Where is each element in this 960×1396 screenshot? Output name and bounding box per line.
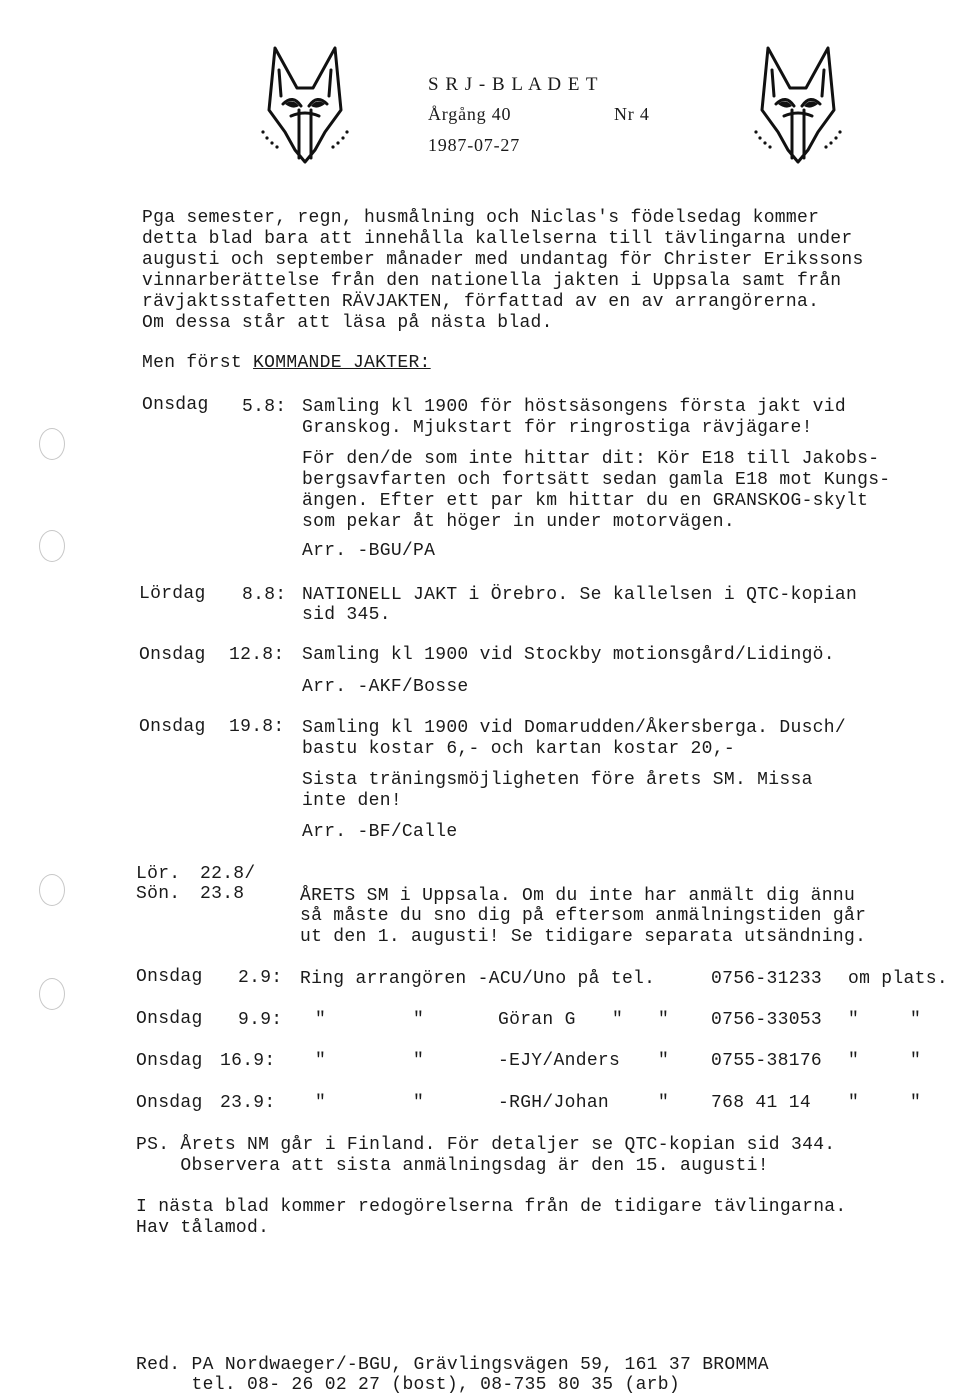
ring-day: Onsdag (136, 1009, 203, 1029)
event-date: 12.8: (229, 645, 285, 665)
event-text: så måste du sno dig på eftersom anmälningstiden går (300, 906, 867, 926)
ring-date: 16.9: (220, 1051, 276, 1071)
event-text: sid 345. (302, 605, 391, 625)
event-text: bergsavfarten och fortsätt sedan gamla E18 mot Kungs- (302, 470, 891, 490)
event-text: som pekar åt höger in under motorvägen. (302, 512, 735, 532)
event-day: Onsdag (139, 645, 206, 665)
intro-line: detta blad bara att innehålla kallelserna till tävlingarna under (142, 229, 853, 249)
event-text: Samling kl 1900 vid Stockby motionsgård/Lidingö. (302, 645, 835, 665)
event-text: inte den! (302, 791, 402, 811)
punch-hole (39, 874, 65, 906)
ps-line: Observera att sista anmälningsdag är den 15. augusti! (136, 1156, 769, 1176)
upcoming-heading: KOMMANDE JAKTER: (253, 353, 431, 373)
ditto-mark: " (910, 1051, 922, 1071)
ring-day: Onsdag (136, 1051, 203, 1071)
event-day: Onsdag (142, 395, 209, 415)
ditto-mark: " (658, 1093, 670, 1113)
intro-line: Om dessa står att läsa på nästa blad. (142, 313, 553, 333)
editor-footer: Red. PA Nordwaeger/-BGU, Grävlingsvägen 59, 161 37 BROMMA (136, 1355, 769, 1375)
upcoming-prefix: Men först (142, 353, 254, 373)
masthead-volume: Årgång 40 (428, 104, 512, 124)
event-date: 23.8 (200, 884, 245, 904)
ring-day: Onsdag (136, 1093, 203, 1113)
ditto-mark: " (658, 1051, 670, 1071)
event-arranger: Arr. -BGU/PA (302, 541, 436, 561)
ring-text: Ring arrangören -ACU/Uno på tel. (300, 969, 656, 989)
event-text: ängen. Efter ett par km hittar du en GRANSKOG-skylt (302, 491, 869, 511)
ring-date: 23.9: (220, 1093, 276, 1113)
event-text: Samling kl 1900 för höstsäsongens första jakt vid (302, 397, 846, 417)
intro-line: augusti och september månader med undantag för Christer Erikssons (142, 250, 864, 270)
intro-line: vinnarberättelse från den nationella jakten i Uppsala samt från (142, 271, 842, 291)
ditto-mark: " (315, 1051, 327, 1071)
intro-line: Pga semester, regn, husmålning och Niclas's födelsedag kommer (142, 208, 820, 228)
ditto-mark: " (315, 1093, 327, 1113)
ring-name: -RGH/Johan (498, 1093, 610, 1113)
ditto-mark: " (658, 1010, 670, 1030)
ring-name: Göran G (498, 1010, 576, 1030)
ditto-mark: " (612, 1010, 624, 1030)
masthead-date: 1987-07-27 (428, 135, 520, 155)
ditto-mark: " (910, 1010, 922, 1030)
masthead-issue: Nr 4 (614, 104, 650, 124)
event-text: ut den 1. augusti! Se tidigare separata utsändning. (300, 927, 867, 947)
next-issue-line: Hav tålamod. (136, 1218, 270, 1238)
ditto-mark: " (413, 1010, 425, 1030)
ring-date: 9.9: (238, 1010, 283, 1030)
ditto-mark: " (848, 1051, 860, 1071)
event-text: NATIONELL JAKT i Örebro. Se kallelsen i QTC-kopian (302, 585, 858, 605)
event-day: Lördag (139, 584, 206, 604)
punch-hole (39, 978, 65, 1010)
event-arranger: Arr. -BF/Calle (302, 822, 458, 842)
masthead-title: S R J - B L A D E T (428, 74, 599, 95)
event-arranger: Arr. -AKF/Bosse (302, 677, 469, 697)
event-date: 5.8: (242, 397, 287, 417)
ring-suffix: om plats. (848, 969, 948, 989)
punch-hole (39, 428, 65, 460)
ditto-mark: " (413, 1051, 425, 1071)
event-text: Sista träningsmöjligheten före årets SM. Missa (302, 770, 813, 790)
ditto-mark: " (910, 1093, 922, 1113)
ditto-mark: " (848, 1010, 860, 1030)
intro-line: rävjaktsstafetten RÄVJAKTEN, författad av en av arrangörerna. (142, 292, 820, 312)
ring-phone: 768 41 14 (711, 1093, 811, 1113)
event-day: Lör. (136, 864, 181, 884)
event-text: Granskog. Mjukstart för ringrostiga rävjägare! (302, 418, 813, 438)
ps-line: PS. Årets NM går i Finland. För detaljer se QTC-kopian sid 344. (136, 1135, 836, 1155)
fox-head-logo-left (255, 40, 355, 165)
event-text: bastu kostar 6,- och kartan kostar 20,- (302, 739, 735, 759)
event-text: Samling kl 1900 vid Domarudden/Åkersberga. Dusch/ (302, 718, 846, 738)
event-day: Sön. (136, 884, 181, 904)
ditto-mark: " (848, 1093, 860, 1113)
event-date: 22.8/ (200, 864, 256, 884)
event-text: ÅRETS SM i Uppsala. Om du inte har anmält dig ännu (300, 886, 856, 906)
fox-head-logo-right (748, 40, 848, 165)
ring-name: -EJY/Anders (498, 1051, 621, 1071)
ring-phone: 0756-33053 (711, 1010, 823, 1030)
event-text: För den/de som inte hittar dit: Kör E18 till Jakobs- (302, 449, 880, 469)
upcoming-heading-line (142, 353, 431, 374)
ring-phone: 0755-38176 (711, 1051, 823, 1071)
ditto-mark: " (315, 1010, 327, 1030)
ring-phone: 0756-31233 (711, 969, 823, 989)
event-date: 8.8: (242, 585, 287, 605)
next-issue-line: I nästa blad kommer redogörelserna från de tidigare tävlingarna. (136, 1197, 847, 1217)
editor-footer: tel. 08- 26 02 27 (bost), 08-735 80 35 (arb) (136, 1375, 680, 1395)
ring-day: Onsdag (136, 967, 203, 987)
ring-date: 2.9: (238, 968, 283, 988)
event-day: Onsdag (139, 717, 206, 737)
event-date: 19.8: (229, 717, 285, 737)
ditto-mark: " (413, 1093, 425, 1113)
punch-hole (39, 530, 65, 562)
